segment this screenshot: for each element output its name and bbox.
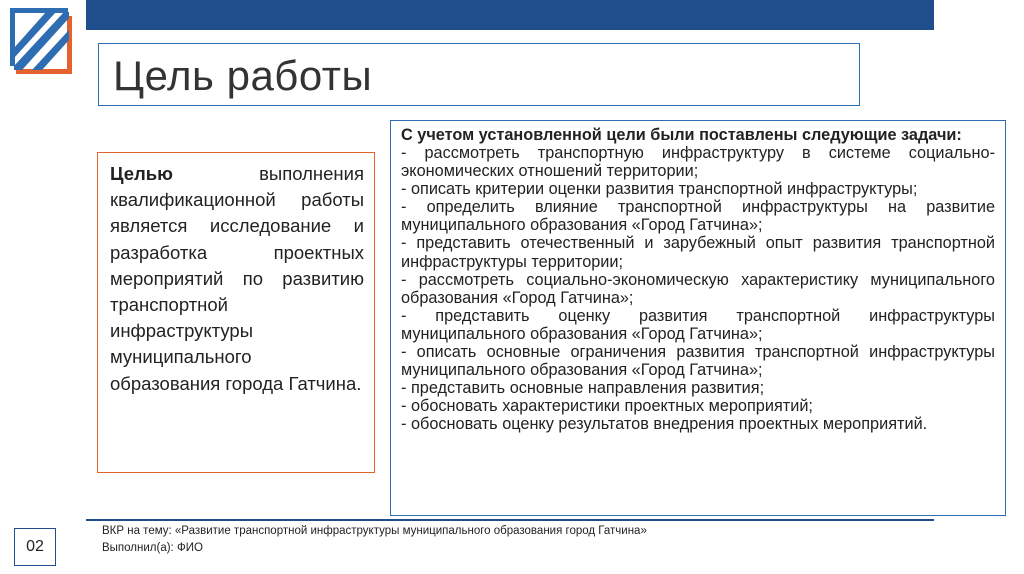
header-bar xyxy=(86,0,934,30)
task-item: - описать основные ограничения развития транспортной инфраструктуры муниципального образования «Город Гатчина»; xyxy=(401,343,995,380)
task-item: - рассмотреть транспортную инфраструктуру в системе социально-экономических отношений территории; xyxy=(401,144,995,181)
goal-box xyxy=(97,152,375,473)
goal-body: выполнения квалификационной работы является исследование и разработка проектных мероприятий по развитию транспортной инфраструктуры муниципального образования города Гатчина. xyxy=(110,163,364,394)
title-box xyxy=(98,43,860,106)
task-item: - обосновать характеристики проектных мероприятий; xyxy=(401,397,813,416)
task-item: - рассмотреть социально-экономическую характеристику муниципального образования «Город Гатчина»; xyxy=(401,270,995,307)
task-item: - представить отечественный и зарубежный опыт развития транспортной инфраструктуры территории; xyxy=(401,234,995,271)
footer-author: Выполнил(а): ФИО xyxy=(102,542,203,554)
task-item: - описать критерии оценки развития транспортной инфраструктуры; xyxy=(401,180,918,199)
task-item: - представить оценку развития транспортной инфраструктуры муниципального образования «Город Гатчина»; xyxy=(401,306,995,343)
footer-topic: ВКР на тему: «Развитие транспортной инфраструктуры муниципального образования город Гатчина» xyxy=(102,525,647,537)
tasks-heading: С учетом установленной цели были поставлены следующие задачи: xyxy=(401,126,962,144)
page-title: Цель работы xyxy=(113,52,373,99)
footer xyxy=(102,523,647,557)
page-number: 02 xyxy=(14,528,56,566)
footer-divider xyxy=(86,519,934,521)
task-item: - определить влияние транспортной инфраструктуры на развитие муниципального образования «Город Гатчина»; xyxy=(401,198,995,235)
goal-text xyxy=(110,161,364,397)
goal-lead: Целью xyxy=(110,163,173,184)
task-item: - представить основные направления развития; xyxy=(401,379,765,398)
logo-icon xyxy=(6,4,76,76)
task-item: - обосновать оценку результатов внедрения проектных мероприятий. xyxy=(401,415,928,434)
tasks-box xyxy=(390,120,1006,516)
